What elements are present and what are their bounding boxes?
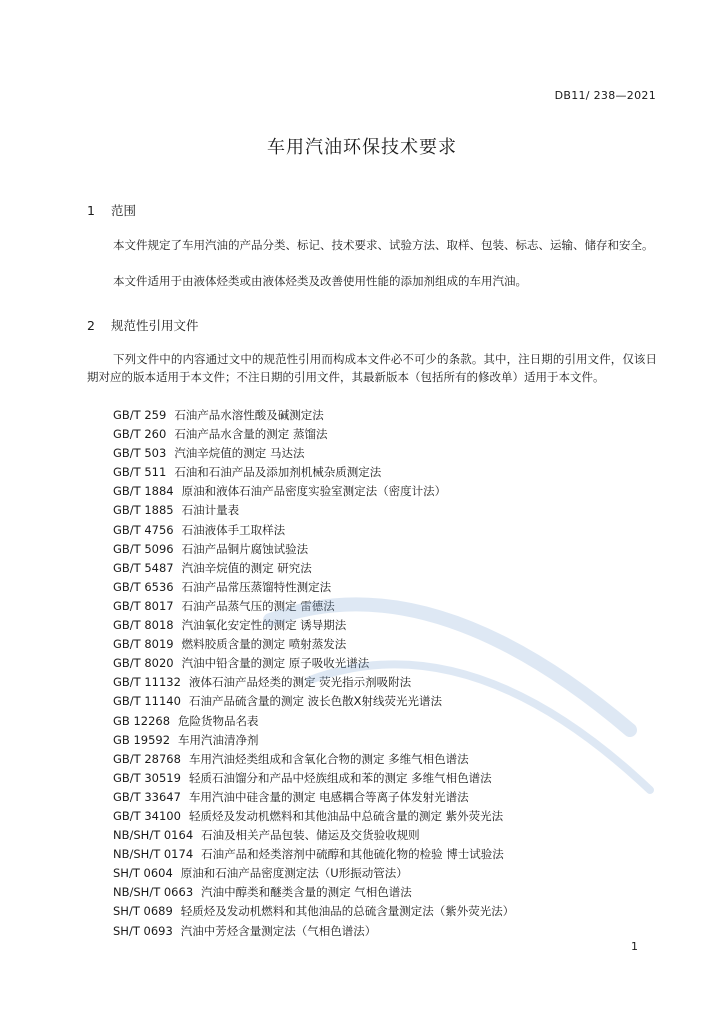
reference-code: GB/T 5096 [113, 541, 174, 556]
reference-title: 原油和石油产品密度测定法（U形振动管法） [180, 866, 408, 881]
reference-code: SH/T 0689 [113, 904, 173, 919]
reference-title: 汽油氧化安定性的测定 诱导期法 [181, 618, 347, 633]
reference-title: 石油计量表 [181, 503, 240, 518]
reference-title: 燃料胶质含量的测定 喷射蒸发法 [181, 637, 347, 652]
reference-title: 车用汽油烃类组成和含氧化合物的测定 多维气相色谱法 [188, 751, 469, 766]
reference-title: 轻质烃及发动机燃料和其他油品的总硫含量测定法（紫外荧光法） [180, 904, 515, 919]
section-number: 2 [87, 318, 95, 333]
reference-code: GB/T 260 [113, 427, 167, 442]
section-number: 1 [87, 203, 95, 218]
reference-code: GB/T 4756 [113, 522, 174, 537]
reference-code: GB/T 11132 [113, 675, 181, 690]
reference-code: GB 12268 [113, 713, 171, 728]
reference-title: 石油产品和烃类溶剂中硫醇和其他硫化物的检验 博士试验法 [201, 847, 504, 862]
reference-title: 汽油辛烷值的测定 马达法 [174, 446, 305, 461]
reference-item [113, 922, 673, 941]
reference-code: GB/T 1885 [113, 503, 174, 518]
page-number: 1 [631, 940, 638, 953]
reference-title: 石油及相关产品包装、储运及交货验收规则 [201, 828, 420, 843]
reference-title: 汽油中铅含量的测定 原子吸收光谱法 [181, 656, 370, 671]
reference-code: GB/T 8018 [113, 618, 174, 633]
reference-code: GB/T 6536 [113, 579, 174, 594]
reference-code: GB/T 1884 [113, 484, 174, 499]
reference-title: 轻质石油馏分和产品中烃族组成和苯的测定 多维气相色谱法 [188, 770, 492, 785]
reference-title: 石油产品水含量的测定 蒸馏法 [174, 427, 328, 442]
document-code: DB11/ 238—2021 [554, 89, 656, 102]
reference-item [113, 578, 673, 597]
section-heading-scope [87, 201, 136, 219]
reference-item [113, 845, 673, 864]
reference-title: 石油产品蒸气压的测定 雷德法 [181, 598, 335, 613]
reference-item [113, 540, 673, 559]
reference-item [113, 559, 673, 578]
reference-code: GB/T 8020 [113, 656, 174, 671]
reference-title: 汽油中醇类和醚类含量的测定 气相色谱法 [201, 885, 412, 900]
reference-title: 汽油辛烷值的测定 研究法 [181, 560, 312, 575]
reference-code: GB/T 8017 [113, 598, 174, 613]
paragraph: 本文件规定了车用汽油的产品分类、标记、技术要求、试验方法、取样、包装、标志、运输、储存和安全。 [113, 238, 654, 252]
reference-title: 车用汽油清净剂 [178, 732, 259, 747]
paragraph: 下列文件中的内容通过文中的规范性引用而构成本文件必不可少的条款。其中，注日期的引用文件，仅该日期对应的版本适用于本文件；不注日期的引用文件，其最新版本（包括所有的修改单）适用于本文件。 [87, 352, 657, 384]
reference-code: NB/SH/T 0174 [113, 847, 194, 862]
reference-code: SH/T 0604 [113, 866, 173, 881]
reference-code: GB/T 34100 [113, 808, 181, 823]
reference-item [113, 864, 673, 883]
reference-code: GB 19592 [113, 732, 171, 747]
reference-code: GB/T 503 [113, 446, 167, 461]
reference-item [113, 482, 673, 501]
reference-item [113, 902, 673, 921]
reference-item [113, 769, 673, 788]
document-title: 车用汽油环保技术要求 [267, 137, 457, 158]
reference-title: 车用汽油中硅含量的测定 电感耦合等离子体发射光谱法 [188, 789, 469, 804]
section-title: 范围 [110, 203, 136, 218]
reference-code: GB/T 11140 [113, 694, 181, 709]
reference-item [113, 463, 673, 482]
section-title: 规范性引用文件 [110, 318, 199, 333]
reference-code: SH/T 0693 [113, 923, 173, 938]
reference-item [113, 673, 673, 692]
reference-title: 危险货物品名表 [178, 713, 259, 728]
reference-title: 石油产品硫含量的测定 波长色散X射线荧光光谱法 [188, 694, 442, 709]
reference-code: NB/SH/T 0164 [113, 828, 194, 843]
reference-title: 石油产品铜片腐蚀试验法 [181, 541, 309, 556]
reference-code: GB/T 8019 [113, 637, 174, 652]
reference-item [113, 616, 673, 635]
reference-item [113, 731, 673, 750]
reference-item [113, 750, 673, 769]
reference-item [113, 444, 673, 463]
reference-title: 石油产品水溶性酸及碱测定法 [174, 408, 324, 422]
reference-title: 原油和液体石油产品密度实验室测定法（密度计法） [181, 484, 447, 499]
reference-code: GB/T 259 [113, 408, 167, 422]
reference-item [113, 425, 673, 444]
reference-item [113, 635, 673, 654]
reference-code: GB/T 33647 [113, 789, 181, 804]
reference-item [113, 712, 673, 731]
reference-code: GB/T 511 [113, 465, 167, 480]
reference-item [113, 406, 673, 425]
reference-item [113, 788, 673, 807]
reference-title: 石油和石油产品及添加剂机械杂质测定法 [174, 465, 382, 480]
paragraph: 本文件适用于由液体烃类或由液体烃类及改善使用性能的添加剂组成的车用汽油。 [113, 274, 527, 288]
reference-title: 石油产品常压蒸馏特性测定法 [181, 579, 332, 594]
reference-item [113, 654, 673, 673]
reference-title: 汽油中芳烃含量测定法（气相色谱法） [180, 923, 377, 938]
reference-item [113, 521, 673, 540]
reference-code: NB/SH/T 0663 [113, 885, 194, 900]
reference-list [113, 406, 673, 941]
reference-item [113, 692, 673, 711]
reference-item [113, 501, 673, 520]
reference-item [113, 597, 673, 616]
reference-item [113, 826, 673, 845]
section-heading-normative-references [87, 316, 199, 334]
reference-title: 液体石油产品烃类的测定 荧光指示剂吸附法 [188, 675, 412, 690]
reference-code: GB/T 5487 [113, 560, 174, 575]
reference-code: GB/T 30519 [113, 770, 181, 785]
reference-code: GB/T 28768 [113, 751, 181, 766]
reference-title: 轻质烃及发动机燃料和其他油品中总硫含量的测定 紫外荧光法 [188, 808, 504, 823]
reference-item [113, 807, 673, 826]
reference-title: 石油液体手工取样法 [181, 522, 286, 537]
reference-item [113, 883, 673, 902]
